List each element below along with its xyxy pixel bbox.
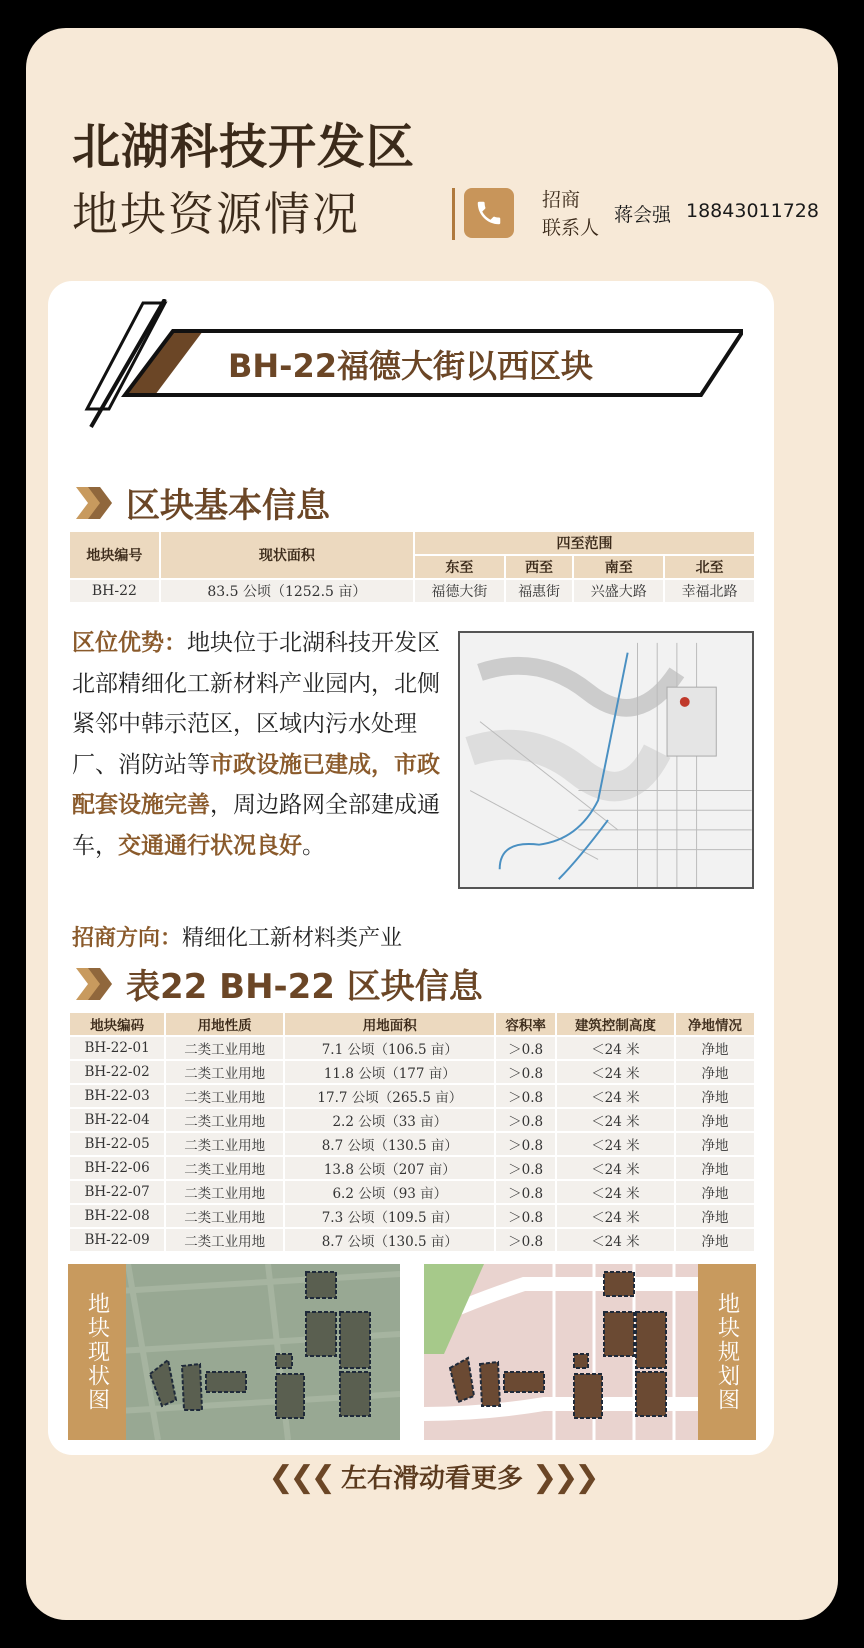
th-bounds: 四至范围 [415, 532, 754, 554]
table-cell: ＜24 米 [557, 1061, 674, 1083]
right-arrows-icon: ❯❯❯ [532, 1460, 596, 1495]
contact-phone[interactable]: 18843011728 [686, 200, 819, 222]
table-row [70, 1037, 754, 1059]
cell: BH-22 [70, 580, 159, 602]
table-cell: ＞0.8 [496, 1109, 555, 1131]
table-cell: 净地 [676, 1037, 754, 1059]
table-cell: ＜24 米 [557, 1037, 674, 1059]
table-cell: 二类工业用地 [166, 1085, 283, 1107]
left-arrows-icon: ❮❮❮ [268, 1460, 332, 1495]
page-title: 北湖科技开发区 [72, 119, 416, 175]
section-basic-info [76, 478, 330, 527]
cell: 福惠街 [506, 580, 573, 602]
page-subtitle: 地块资源情况 [72, 187, 360, 241]
cell: 幸福北路 [665, 580, 754, 602]
advantage-text: 。 [302, 832, 325, 859]
th-south: 南至 [574, 556, 663, 578]
column-header: 容积率 [496, 1013, 555, 1035]
column-header: 建筑控制高度 [557, 1013, 674, 1035]
section-plot-table-title: 表22 BH-22 区块信息 [126, 967, 483, 1007]
th-area: 现状面积 [161, 532, 413, 578]
table-cell: ＜24 米 [557, 1181, 674, 1203]
cell: 83.5 公顷（1252.5 亩） [161, 580, 413, 602]
current-status-label: 地块现状图 [68, 1264, 126, 1440]
advantage-text: ，周边路网全部建成通车， [72, 792, 440, 859]
table-row [70, 1061, 754, 1083]
section-basic-info-title: 区块基本信息 [126, 486, 330, 526]
cell: 兴盛大路 [574, 580, 663, 602]
column-header: 地块编码 [70, 1013, 164, 1035]
table-cell: ＞0.8 [496, 1061, 555, 1083]
table-row [70, 1109, 754, 1131]
phone-icon[interactable] [464, 188, 514, 238]
table-cell: 净地 [676, 1205, 754, 1227]
table-cell: ＞0.8 [496, 1181, 555, 1203]
th-north: 北至 [665, 556, 754, 578]
table-row [70, 1181, 754, 1203]
table-cell: 净地 [676, 1085, 754, 1107]
table-cell: 17.7 公顷（265.5 亩） [285, 1085, 494, 1107]
table-cell: BH-22-08 [70, 1205, 164, 1227]
cell: 福德大街 [415, 580, 504, 602]
table-cell: 净地 [676, 1061, 754, 1083]
table-cell: 8.7 公顷（130.5 亩） [285, 1133, 494, 1155]
table-cell: 二类工业用地 [166, 1181, 283, 1203]
table-cell: ＞0.8 [496, 1157, 555, 1179]
table-cell: 二类工业用地 [166, 1037, 283, 1059]
column-header: 用地面积 [285, 1013, 494, 1035]
column-header: 用地性质 [166, 1013, 283, 1035]
location-map [458, 631, 754, 889]
table-cell: 7.3 公顷（109.5 亩） [285, 1205, 494, 1227]
table-cell: BH-22-05 [70, 1133, 164, 1155]
column-header: 净地情况 [676, 1013, 754, 1035]
table-cell: 11.8 公顷（177 亩） [285, 1061, 494, 1083]
table-cell: ＜24 米 [557, 1133, 674, 1155]
table-cell: 13.8 公顷（207 亩） [285, 1157, 494, 1179]
table-cell: ＜24 米 [557, 1229, 674, 1251]
divider [452, 188, 455, 240]
table-cell: BH-22-03 [70, 1085, 164, 1107]
contact-name: 蒋会强 [614, 204, 672, 226]
swipe-hint-text: 左右滑动看更多 [340, 1464, 523, 1494]
page-frame [26, 28, 838, 1620]
planning-image [424, 1264, 698, 1440]
planning-label: 地块规划图 [698, 1264, 756, 1440]
contact-label-line1: 招商 [542, 189, 581, 211]
table-row [70, 1229, 754, 1251]
table-row [70, 1157, 754, 1179]
swipe-hint[interactable] [26, 1458, 838, 1495]
table-cell: 二类工业用地 [166, 1133, 283, 1155]
th-west: 西至 [506, 556, 573, 578]
table-cell: 净地 [676, 1229, 754, 1251]
table-cell: 6.2 公顷（93 亩） [285, 1181, 494, 1203]
direction-text: 精细化工新材料类产业 [182, 926, 403, 951]
table-cell: BH-22-09 [70, 1229, 164, 1251]
table-cell: ＞0.8 [496, 1085, 555, 1107]
table-cell: 二类工业用地 [166, 1157, 283, 1179]
table-cell: 净地 [676, 1133, 754, 1155]
plot-info-table [68, 1011, 756, 1253]
advantage-label: 区位优势： [72, 630, 187, 656]
investment-direction [72, 921, 402, 952]
table-cell: BH-22-06 [70, 1157, 164, 1179]
chevron-icon [76, 485, 120, 521]
th-id: 地块编号 [70, 532, 159, 578]
content-card [48, 281, 774, 1455]
table-row [70, 1133, 754, 1155]
section-plot-table [76, 959, 483, 1008]
advantage-text: 地块位于北湖科技开发区北部精细化工新材料产业园内，北侧紧邻中韩示范区，区域内污水处理厂、消防站等 [72, 630, 440, 778]
advantage-highlight: 交通通行状况良好 [118, 832, 302, 859]
table-cell: 二类工业用地 [166, 1061, 283, 1083]
table-cell: 8.7 公顷（130.5 亩） [285, 1229, 494, 1251]
contact-label [542, 186, 599, 242]
table-cell: 净地 [676, 1157, 754, 1179]
contact-label-line2: 联系人 [542, 217, 600, 239]
table-cell: 2.2 公顷（33 亩） [285, 1109, 494, 1131]
table-cell: ＞0.8 [496, 1205, 555, 1227]
table-cell: ＜24 米 [557, 1085, 674, 1107]
table-cell: ＜24 米 [557, 1157, 674, 1179]
table-cell: 二类工业用地 [166, 1205, 283, 1227]
table-row [70, 1085, 754, 1107]
table-cell: 7.1 公顷（106.5 亩） [285, 1037, 494, 1059]
location-advantage [72, 623, 444, 867]
direction-label: 招商方向： [72, 926, 183, 951]
table-cell: 二类工业用地 [166, 1109, 283, 1131]
table-cell: 净地 [676, 1109, 754, 1131]
table-cell: 二类工业用地 [166, 1229, 283, 1251]
table-cell: ＞0.8 [496, 1037, 555, 1059]
table-cell: ＞0.8 [496, 1133, 555, 1155]
basic-info-table [68, 530, 756, 604]
table-cell: ＜24 米 [557, 1205, 674, 1227]
table-cell: BH-22-07 [70, 1181, 164, 1203]
th-east: 东至 [415, 556, 504, 578]
table-cell: 净地 [676, 1181, 754, 1203]
table-cell: ＜24 米 [557, 1109, 674, 1131]
advantage-highlight: 市政设施已建成，市政配套设施完善 [72, 751, 440, 819]
block-title: BH-22福德大街以西区块 [228, 347, 593, 385]
table-cell: BH-22-02 [70, 1061, 164, 1083]
table-cell: BH-22-04 [70, 1109, 164, 1131]
table-row [70, 1205, 754, 1227]
table-cell: BH-22-01 [70, 1037, 164, 1059]
chevron-icon [76, 966, 120, 1002]
table-cell: ＞0.8 [496, 1229, 555, 1251]
table-row [70, 580, 754, 602]
